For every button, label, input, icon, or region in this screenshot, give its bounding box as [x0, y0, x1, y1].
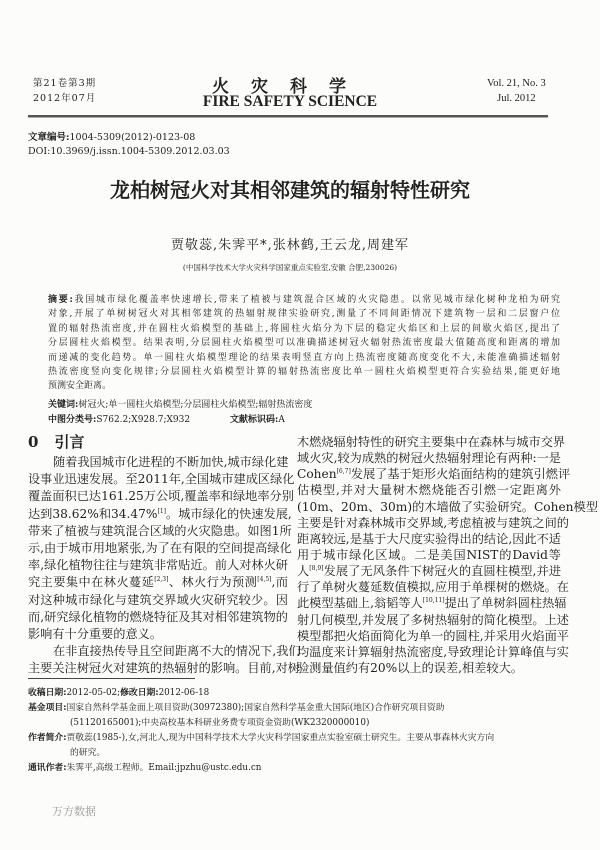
- body-line: [297, 579, 569, 595]
- body-text: (10m、20m、30m)的木墙做了实验研究。Cohen模型: [297, 499, 598, 514]
- doi: DOI:10.3969/j.issn.1004-5309.2012.03.03: [28, 146, 230, 157]
- article-number: [28, 129, 195, 143]
- body-line: [28, 471, 295, 488]
- received-date: 2012-05-02;: [66, 688, 121, 698]
- abstract-line: [48, 365, 560, 379]
- body-left-column: [28, 454, 301, 677]
- section-title: 引言: [54, 433, 85, 451]
- body-line: [28, 574, 288, 591]
- authors: 贾敬蕊,朱霁平*,张林鹤,王云龙,周建军: [170, 238, 410, 253]
- body-line: [28, 523, 292, 540]
- abstract-line: [48, 293, 560, 307]
- abstract-text: 热流密度竖向变化规律;分层圆柱火焰模型计算的辐射热流密度比单一圆柱火焰模型更符合实验结果,能更好地: [48, 366, 560, 377]
- body-line: [297, 644, 569, 660]
- body-line: [297, 450, 561, 466]
- body-text: 用于城市绿化区域。二是美国NIST的David等: [297, 547, 561, 562]
- abstract-line: [48, 322, 560, 336]
- body-text: 木燃烧辐射特性的研究主要集中在森林与城市交界: [297, 435, 566, 449]
- footnote-bio: [28, 731, 548, 746]
- journal-title-en: FIRE SAFETY SCIENCE: [202, 93, 378, 110]
- journal-title-cn: 火灾科学: [212, 77, 368, 97]
- body-line: [28, 557, 288, 574]
- abstract-text: 分层圆柱火焰模型。结果表明,分层圆柱火焰模型可以准确描述树冠火辐射热流密度最大值随高度和距离的增加: [48, 338, 560, 349]
- body-line: [28, 454, 288, 471]
- body-text: 覆盖面积已达161.25万公顷,覆盖率和绿地率分别: [28, 489, 294, 504]
- body-line: [297, 628, 569, 644]
- abstract-line: [48, 379, 560, 393]
- body-text: 而,研究绿化植物的燃烧特征及其对相邻建筑物的: [28, 609, 288, 624]
- article-number-label: 文章编号:: [28, 132, 70, 143]
- doc-code-value: A: [278, 415, 285, 425]
- abstract-text: 置的辐射热流密度,并在圆柱火焰模型的基础上,将圆柱火焰分为下层的稳定火焰区和上层的间歇火焰区,提出了: [48, 323, 560, 334]
- bio-text-continued: 的研究。: [70, 748, 106, 758]
- body-text: 发展了无风条件下树冠火的直圆柱模型,并进: [323, 564, 562, 579]
- footnotes: [28, 686, 548, 776]
- body-text: 域火灾,较为成熟的树冠火热辐射理论有两种:一是: [297, 451, 561, 466]
- clc-label: 中图分类号:: [48, 415, 97, 425]
- body-line: [297, 612, 569, 628]
- keywords: [48, 397, 312, 410]
- section-heading: [28, 431, 84, 452]
- body-text: 均温度来计算辐射热流密度,导致理论计算峰值与实: [297, 644, 569, 659]
- body-line: [28, 540, 292, 557]
- header-rule: [28, 115, 548, 118]
- body-text: 带来了植被与建筑混合区域的火灾隐患。如图1所: [28, 523, 292, 538]
- issue-date-cn: 2012年07月: [33, 93, 97, 104]
- abstract-line: [48, 336, 560, 350]
- footnote-rule: [28, 678, 195, 679]
- section-number: 0: [28, 433, 39, 451]
- body-text: 模型都把火焰面简化为单一的圆柱,并采用火焰面平: [297, 628, 569, 643]
- body-text: ,而: [271, 575, 289, 590]
- body-text: 发展了基于矩形火焰面结构的建筑引燃评: [350, 467, 571, 482]
- body-text: 对这种城市绿化与建筑交界域火灾研究较少。因: [28, 592, 288, 607]
- body-line: [297, 499, 598, 515]
- body-right-column: [297, 434, 598, 676]
- body-text: 估模型,并对大量树木燃烧能否引燃一定距离外: [297, 483, 561, 498]
- body-line: [28, 488, 294, 505]
- abstract-text: 预测安全距离。: [48, 381, 112, 392]
- body-text: 距离较远,是基于大尺度实验得出的结论,因此不适: [297, 531, 561, 546]
- body-text: 主要关注树冠火对建筑的热辐射的影响。目前,对树: [28, 661, 300, 676]
- fund-text-continued: (51120165001);中央高校基本科研业务费专项资金资助(WK2320000010): [70, 718, 370, 728]
- body-line: [297, 595, 567, 611]
- citation-reference[interactable]: [4,5]: [257, 576, 272, 584]
- body-text: 设事业迅速发展。至2011年,全国城市建成区绿化: [28, 472, 295, 487]
- issue-date-en: Jul. 2012: [497, 93, 536, 104]
- doc-code-label: 文献标识码:: [230, 415, 279, 425]
- keywords-label: 关键词:: [48, 400, 79, 410]
- body-line: [297, 660, 561, 676]
- issue-number-cn: 第21卷第3期: [33, 78, 97, 89]
- fund-label: 基金项目:: [28, 703, 67, 713]
- abstract-line: [48, 307, 560, 321]
- body-line: [28, 643, 301, 660]
- body-text: 示,由于城市用地紧张,为了在有限的空间提高绿化: [28, 540, 292, 555]
- body-text: 人: [297, 564, 310, 579]
- body-text: 达到38.62%和34.47%: [28, 506, 158, 521]
- bio-text: 贾敬蕊(1985-),女,河北人,现为中国科学技术大学火灾科学国家重点实验室硕士研究生。主要从事森林火灾方向: [66, 733, 495, 743]
- body-line: [297, 434, 566, 450]
- issue-number-en: Vol. 21, No. 3: [487, 78, 546, 89]
- watermark: 万方数据: [52, 805, 96, 818]
- body-text: 影响有十分重要的意义。: [28, 626, 163, 641]
- body-text: 。城市绿化的快速发展,: [166, 506, 292, 521]
- revised-label: 修改日期:: [120, 688, 159, 698]
- clc-value: S762.2;X928.7;X932: [96, 415, 191, 425]
- abstract-label: 摘要:: [48, 295, 73, 305]
- body-text: 究主要集中在林火蔓延: [28, 575, 155, 590]
- footnote-corresponding: [28, 761, 548, 776]
- body-line: [28, 626, 288, 643]
- body-line: [297, 547, 561, 563]
- abstract-text: 而递减的变化趋势。单一圆柱火焰模型理论的结果表明竖直方向上热流密度随高度变化不大,未能准确描述辐射: [48, 352, 560, 363]
- paper-title: 龙柏树冠火对其相邻建筑的辐射特性研究: [110, 178, 470, 202]
- citation-reference[interactable]: [2,3]: [154, 576, 169, 584]
- corresponding-label: 通讯作者:: [28, 763, 67, 773]
- body-line: [297, 531, 561, 547]
- citation-reference[interactable]: [6,7]: [336, 468, 351, 476]
- body-text: 提出了单树斜圆柱热辐: [444, 596, 567, 611]
- body-line: [28, 592, 288, 609]
- body-text: 、林火行为预测: [168, 575, 258, 590]
- body-line: [28, 609, 288, 626]
- body-text: 射几何模型,并发展了多树热辐射的简化模型。上述: [297, 612, 569, 627]
- fund-text: 国家自然科学基金面上项目资助(30972380);国家自然科学基金重大国际(地区)合作研究项目资助: [66, 703, 445, 713]
- body-text: 在非直接热传导且空间距离不大的情况下,我们: [53, 644, 301, 659]
- keywords-value: 树冠火;单一圆柱火焰模型;分层圆柱火焰模型;辐射热流密度: [78, 400, 313, 410]
- citation-reference[interactable]: [8,9]: [309, 565, 324, 573]
- body-text: 主要是针对森林城市交界域,考虑植被与建筑之间的: [297, 515, 569, 530]
- abstract-text: 我国城市绿化覆盖率快速增长,带来了植被与建筑混合区域的火灾隐患。以常见城市绿化树种龙柏为研究: [72, 295, 560, 305]
- abstract-line: [48, 351, 560, 365]
- footnote-fund: [28, 701, 548, 716]
- article-number-value: 1004-5309(2012)-0123-08: [69, 132, 196, 143]
- body-line: [297, 563, 561, 579]
- body-line: [297, 482, 561, 498]
- issue-info-en: [487, 76, 546, 106]
- body-text: Cohen: [297, 467, 337, 482]
- citation-reference[interactable]: [1]: [157, 507, 167, 515]
- body-line: [28, 506, 292, 523]
- corresponding-text: 朱霁平,高级工程师。Email:jpzhu@ustc.edu.cn: [66, 763, 262, 773]
- affiliation: (中国科学技术大学火灾科学国家重点实验室,安徽 合肥,230026): [182, 263, 398, 272]
- classification: [48, 412, 190, 425]
- document-code: [230, 412, 285, 425]
- body-line: [297, 515, 569, 531]
- abstract-text: 对象,开展了单树树冠火对其相邻建筑的热辐射规律实验研究,测量了不同间距情况下建筑物一层和二层窗户位: [48, 309, 560, 320]
- body-text: 行了单树火蔓延数值模拟,应用于单棵树的燃烧。在: [297, 580, 569, 595]
- abstract: [48, 293, 560, 394]
- citation-reference[interactable]: [10,11]: [422, 597, 445, 605]
- body-text: 此模型基础上,翁韬等人: [297, 596, 423, 611]
- body-text: 率,绿化植物往往与建筑非常贴近。前人对林火研: [28, 558, 288, 573]
- bio-label: 作者简介:: [28, 733, 67, 743]
- issue-info-cn: [33, 76, 96, 106]
- body-text: 随着我国城市化进程的不断加快,城市绿化建: [53, 455, 289, 469]
- body-line: [28, 660, 300, 677]
- revised-date: 2012-06-18: [158, 688, 210, 698]
- footnote-dates: [28, 686, 548, 701]
- body-text: 验测量值约有20%以上的误差,相差较大。: [297, 660, 523, 675]
- received-label: 收稿日期:: [28, 688, 67, 698]
- body-line: [297, 466, 571, 482]
